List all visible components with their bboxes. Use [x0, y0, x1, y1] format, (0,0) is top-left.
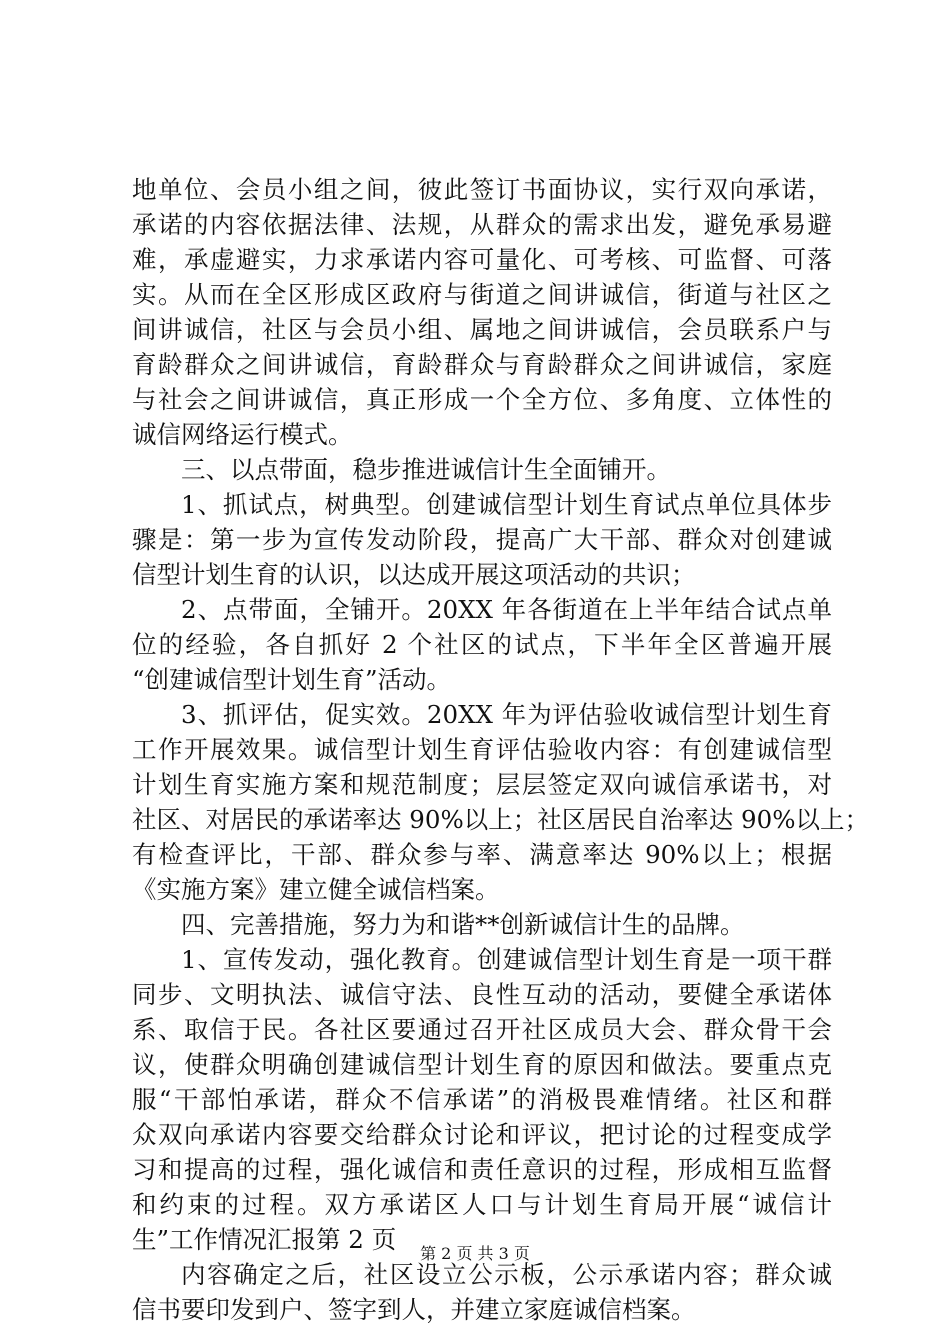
body-line: 众双向承诺内容要交给群众讨论和评议，把讨论的过程变成学	[132, 1120, 832, 1149]
body-line: 1、宣传发动，强化教育。创建诚信型计划生育是一项干群	[181, 945, 832, 974]
body-line: 间讲诚信，社区与会员小组、属地之间讲诚信，会员联系户与	[132, 315, 832, 344]
body-line: 服“干部怕承诺，群众不信承诺”的消极畏难情绪。社区和群	[132, 1085, 832, 1114]
body-line: 工作开展效果。诚信型计划生育评估验收内容：有创建诚信型	[132, 735, 832, 764]
body-line: 3、抓评估，促实效。20XX 年为评估验收诚信型计划生育	[181, 700, 832, 729]
body-line: 计划生育实施方案和规范制度；层层签定双向诚信承诺书，对	[132, 770, 832, 799]
body-line: 系、取信于民。各社区要通过召开社区成员大会、群众骨干会	[132, 1015, 832, 1044]
body-line: 位的经验，各自抓好 2 个社区的试点，下半年全区普遍开展	[132, 630, 832, 659]
body-line: 《实施方案》建立健全诚信档案。	[132, 875, 500, 904]
body-line: “创建诚信型计划生育”活动。	[132, 665, 452, 694]
body-line: 同步、文明执法、诚信守法、良性互动的活动，要健全承诺体	[132, 980, 832, 1009]
body-line: 有检查评比，干部、群众参与率、满意率达 90%以上；根据	[132, 840, 832, 869]
body-line: 难，承虚避实，力求承诺内容可量化、可考核、可监督、可落	[132, 245, 832, 274]
body-line: 和约束的过程。双方承诺区人口与计划生育局开展“诚信计	[132, 1190, 832, 1219]
page-footer: 第 2 页 共 3 页	[420, 1244, 530, 1263]
body-line: 议，使群众明确创建诚信型计划生育的原因和做法。要重点克	[132, 1050, 832, 1079]
body-line: 实。从而在全区形成区政府与街道之间讲诚信，街道与社区之	[132, 280, 832, 309]
body-line: 习和提高的过程，强化诚信和责任意识的过程，形成相互监督	[132, 1155, 832, 1184]
body-line: 生”工作情况汇报第 2 页	[132, 1225, 397, 1254]
body-line: 社区、对居民的承诺率达 90%以上；社区居民自治率达 90%以上；	[132, 805, 869, 834]
body-line: 信书要印发到户、签字到人，并建立家庭诚信档案。	[132, 1295, 696, 1324]
body-line: 信型计划生育的认识，以达成开展这项活动的共识；	[132, 560, 696, 589]
document-body	[132, 172, 869, 1327]
body-line: 育龄群众之间讲诚信，育龄群众与育龄群众之间讲诚信，家庭	[132, 350, 832, 379]
section-heading: 四、完善措施，努力为和谐**创新诚信计生的品牌。	[181, 910, 745, 939]
body-line: 诚信网络运行模式。	[132, 420, 353, 449]
section-heading: 三、以点带面，稳步推进诚信计生全面铺开。	[181, 455, 671, 484]
body-line: 骤是：第一步为宣传发动阶段，提高广大干部、群众对创建诚	[132, 525, 832, 554]
body-line: 2、点带面，全铺开。20XX 年各街道在上半年结合试点单	[181, 595, 832, 624]
body-line: 承诺的内容依据法律、法规，从群众的需求出发，避免承易避	[132, 210, 832, 239]
body-line: 1、抓试点，树典型。创建诚信型计划生育试点单位具体步	[181, 490, 832, 519]
body-line: 与社会之间讲诚信，真正形成一个全方位、多角度、立体性的	[132, 385, 832, 414]
body-line: 内容确定之后，社区设立公示板，公示承诺内容；群众诚	[181, 1260, 832, 1289]
body-line: 地单位、会员小组之间，彼此签订书面协议，实行双向承诺，	[132, 175, 832, 204]
